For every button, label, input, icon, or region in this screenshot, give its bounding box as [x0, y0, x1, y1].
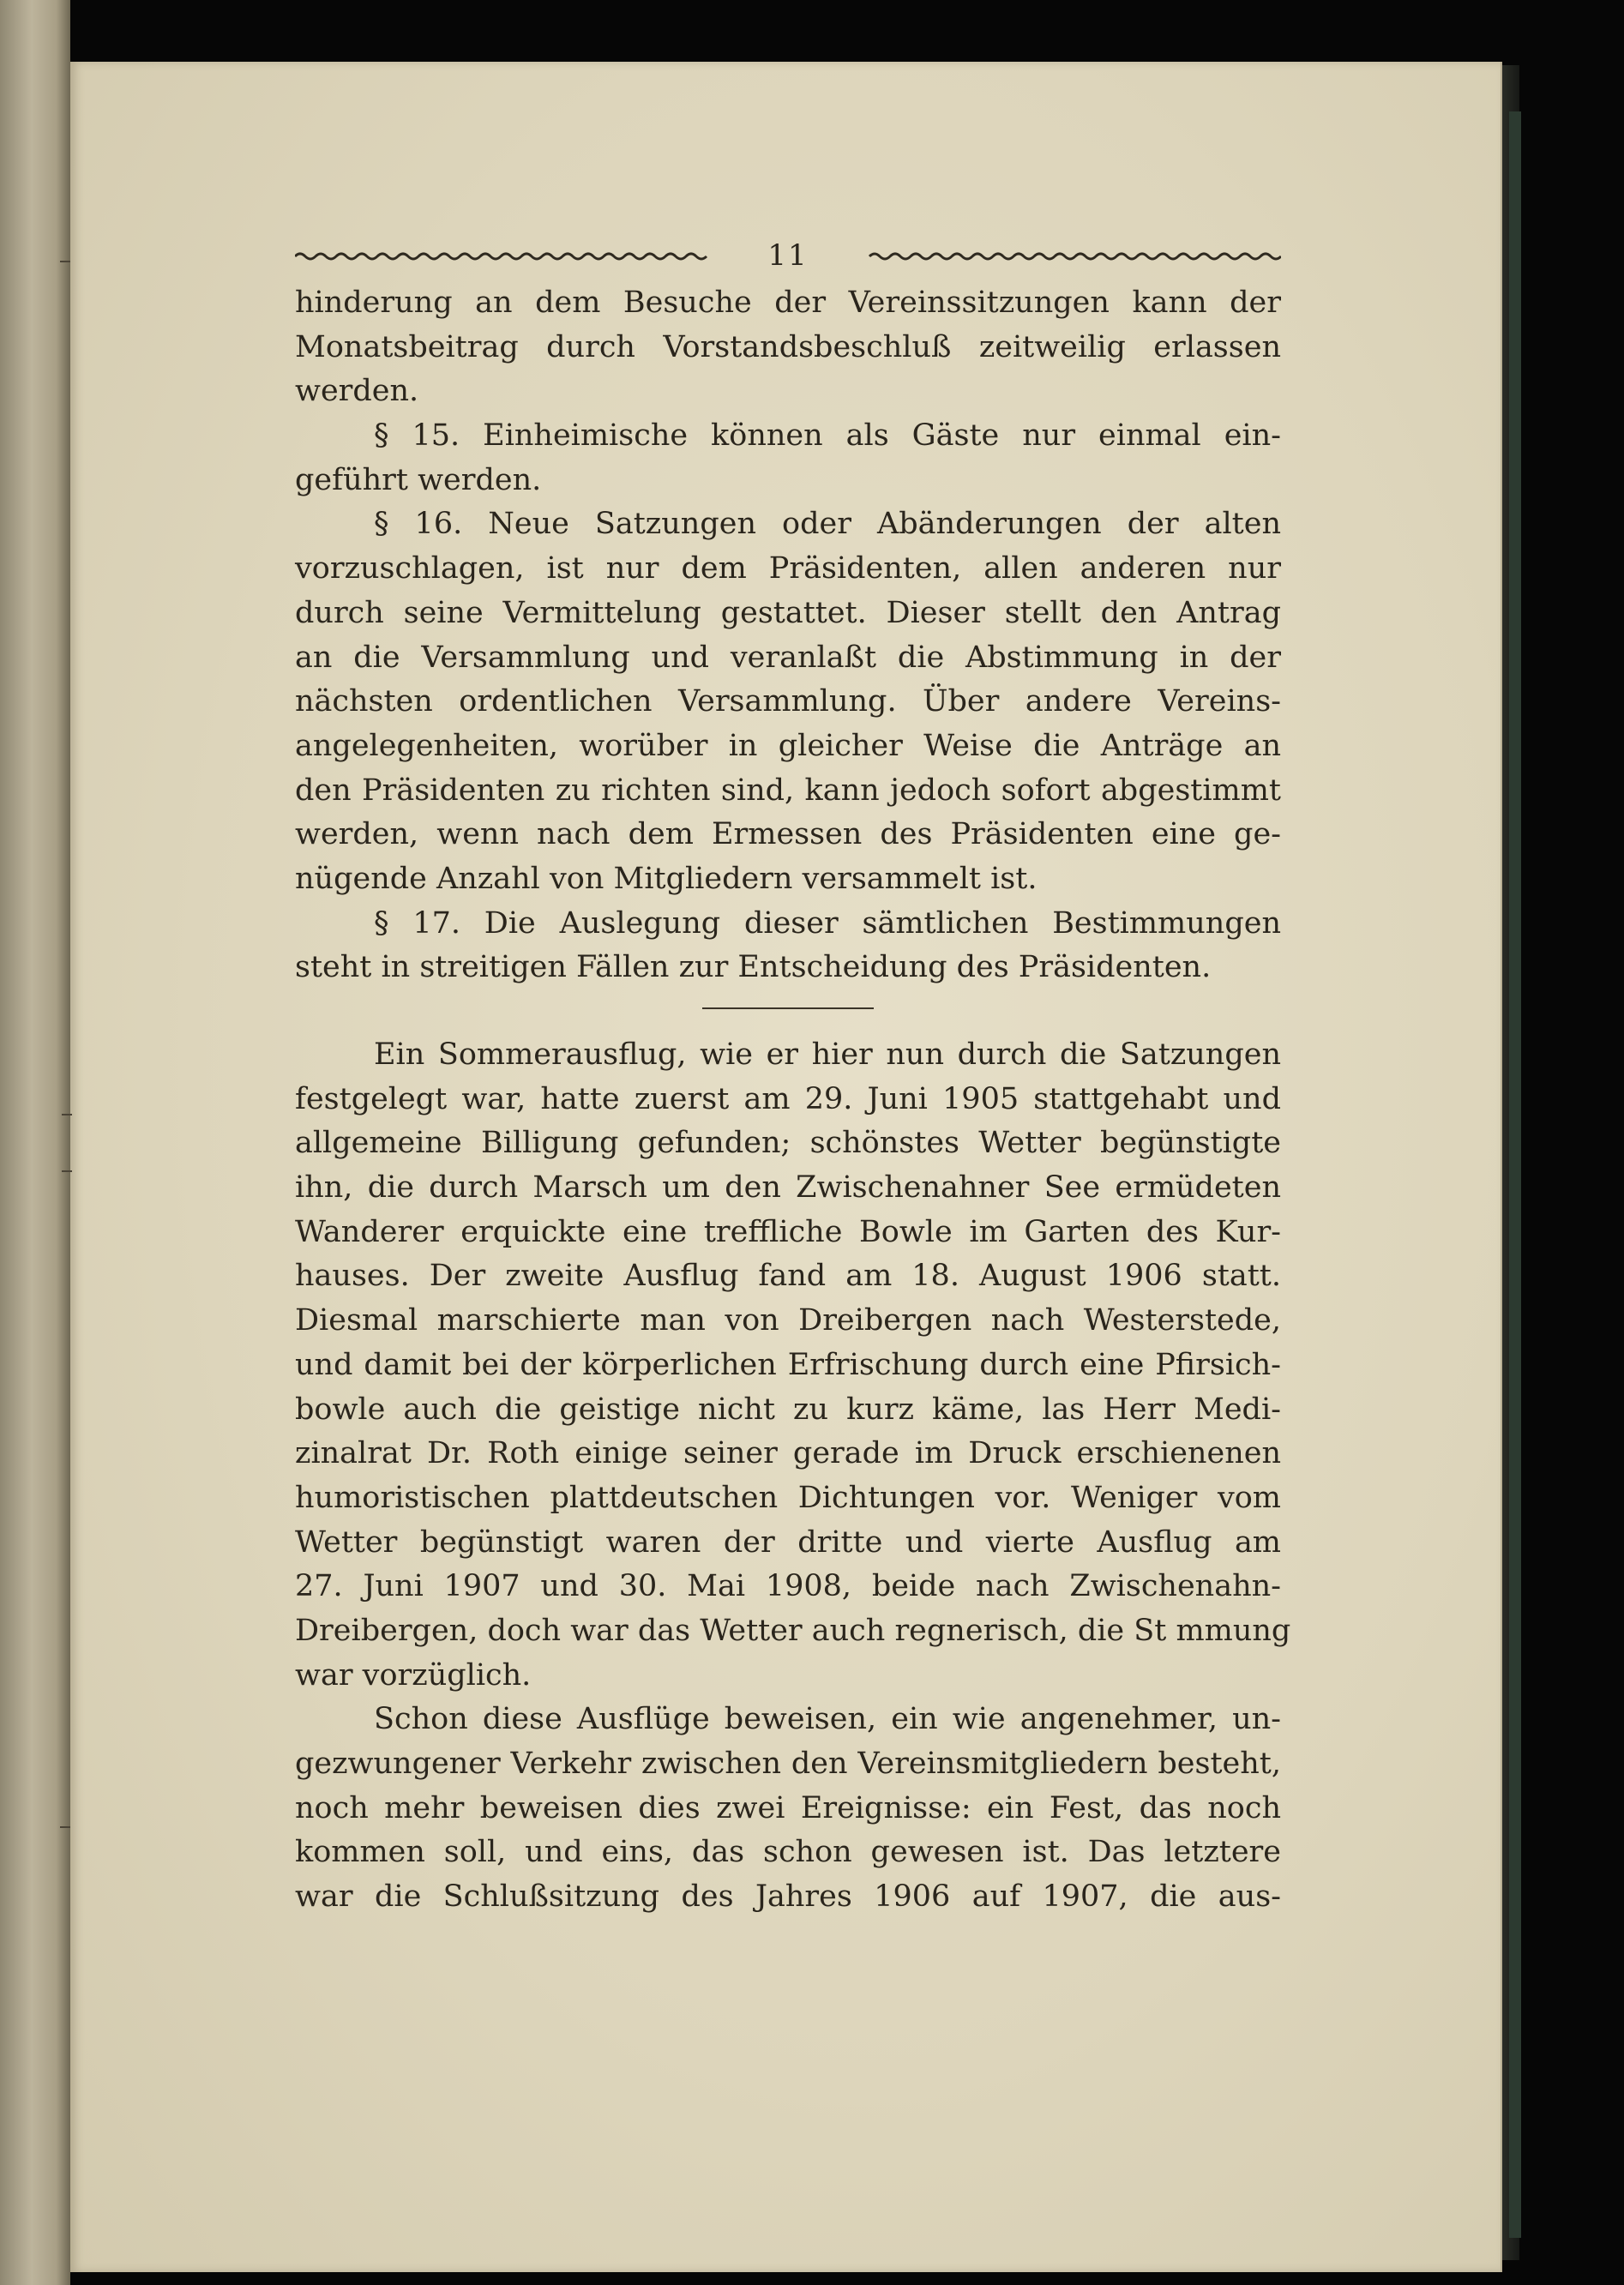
- excursions-section: [295, 1033, 1291, 1698]
- text-line: Dreibergen, doch war das Wetter auch regnerisch, die St mmung: [295, 1613, 1291, 1648]
- text-line: ihn, die durch Marsch um den Zwischenahner See ermüdeten: [295, 1170, 1281, 1206]
- text-line: humoristischen plattdeutschen Dichtungen vor. Weniger vom: [295, 1480, 1281, 1515]
- cover-binding-band: [1509, 111, 1521, 2238]
- previous-page-edge: [0, 0, 70, 2285]
- margin-mark: [60, 261, 70, 262]
- paragraph-17-line: § 17. Die Auslegung dieser sämtlichen Bestimmungen: [374, 905, 1281, 941]
- text-line: festgelegt war, hatte zuerst am 29. Juni 1905 stattgehabt und: [295, 1081, 1281, 1116]
- text-line: 27. Juni 1907 und 30. Mai 1908, beide nach Zwischenahn-: [295, 1569, 1281, 1604]
- header-ornament-left: [295, 250, 715, 263]
- text-line: bowle auch die geistige nicht zu kurz käme, las Herr Medi-: [295, 1392, 1281, 1427]
- margin-mark: [62, 1170, 72, 1172]
- text-line: Ein Sommerausflug, wie er hier nun durch die Satzungen: [374, 1037, 1281, 1072]
- text-line: steht in streitigen Fällen zur Entscheidung des Präsidenten.: [295, 950, 1212, 985]
- text-line: war die Schlußsitzung des Jahres 1906 auf 1907, die aus-: [295, 1879, 1281, 1915]
- text-line: gezwungener Verkehr zwischen den Vereinsmitgliedern besteht,: [295, 1747, 1281, 1781]
- text-line: nächsten ordentlichen Versammlung. Über andere Vereins-: [295, 684, 1281, 719]
- text-line: werden, wenn nach dem Ermessen des Präsidenten eine ge-: [295, 817, 1281, 852]
- text-line: Monatsbeitrag durch Vorstandsbeschluß zeitweilig erlassen: [295, 329, 1281, 364]
- text-line: allgemeine Billigung gefunden; schönstes Wetter begünstigte: [295, 1126, 1281, 1161]
- text-line: Wetter begünstigt waren der dritte und vierte Ausflug am: [295, 1524, 1281, 1560]
- margin-mark: [62, 1114, 72, 1115]
- text-line: nügende Anzahl von Mitgliedern versammelt ist.: [295, 861, 1038, 896]
- text-line: hauses. Der zweite Ausflug fand am 18. August 1906 statt.: [295, 1259, 1281, 1294]
- text-line: und damit bei der körperlichen Erfrischung durch eine Pfirsich-: [295, 1347, 1281, 1382]
- text-line: Schon diese Ausflüge beweisen, ein wie angenehmer, un-: [374, 1702, 1281, 1737]
- text-line: zinalrat Dr. Roth einige seiner gerade im Druck erschienenen: [295, 1436, 1281, 1471]
- text-line: Wanderer erquickte eine treffliche Bowle im Garten des Kur-: [295, 1214, 1281, 1249]
- text-line: den Präsidenten zu richten sind, kann jedoch sofort abgestimmt: [295, 773, 1281, 808]
- running-header: [295, 235, 1281, 278]
- paragraph-15-line: § 15. Einheimische können als Gäste nur einmal ein-: [374, 418, 1281, 454]
- text-line: noch mehr beweisen dies zwei Ereignisse: ein Fest, das noch: [295, 1790, 1281, 1825]
- text-line: Diesmal marschierte man von Dreibergen nach Westerstede,: [295, 1303, 1281, 1338]
- margin-mark: [60, 1826, 70, 1828]
- page-number: 11: [767, 238, 809, 274]
- text-line: angelegenheiten, worüber in gleicher Weise die Anträge an: [295, 728, 1281, 763]
- section-divider: [702, 1007, 874, 1009]
- events-section: [295, 1698, 1281, 1919]
- text-line: war vorzüglich.: [295, 1657, 532, 1693]
- header-ornament-right: [861, 250, 1281, 263]
- text-line: geführt werden.: [295, 462, 542, 497]
- text-line: kommen soll, und eins, das schon gewesen ist. Das letztere: [295, 1835, 1281, 1870]
- text-line: vorzuschlagen, ist nur dem Präsidenten, allen anderen nur: [295, 551, 1281, 586]
- statutes-section: [295, 281, 1281, 990]
- page-text: [295, 235, 1291, 1920]
- paragraph-16-line: § 16. Neue Satzungen oder Abänderungen der alten: [374, 507, 1281, 542]
- text-line: durch seine Vermittelung gestattet. Dieser stellt den Antrag: [295, 595, 1281, 630]
- text-line: werden.: [295, 374, 419, 409]
- text-line: hinderung an dem Besuche der Vereinssitzungen kann der: [295, 286, 1281, 320]
- text-line: an die Versammlung und veranlaßt die Abstimmung in der: [295, 640, 1281, 675]
- section-divider-row: [295, 990, 1281, 1033]
